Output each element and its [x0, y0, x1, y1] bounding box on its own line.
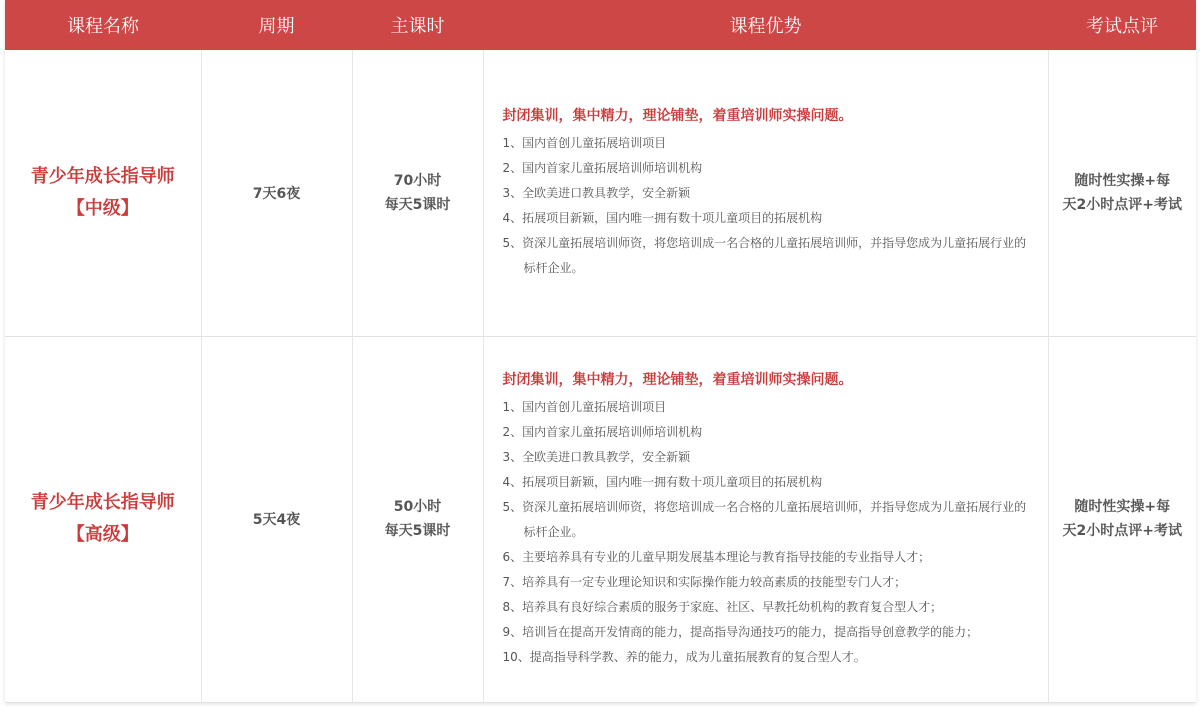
course-name-cell — [5, 336, 201, 702]
hours-cell — [352, 50, 483, 336]
hours-daily: 每天5课时 — [384, 196, 451, 213]
advantage-item: 3、全欧美进口教具教学，安全新颖 — [502, 185, 691, 200]
advantage-item: 1、国内首创儿童拓展培训项目 — [502, 135, 667, 150]
course-name-cell — [5, 50, 201, 336]
hours-total: 70小时 — [393, 172, 442, 189]
hours-daily: 每天5课时 — [384, 523, 451, 539]
advantage-item: 3、全欧美进口教具教学，安全新颖 — [502, 449, 691, 464]
advantage-list — [503, 131, 1028, 281]
exam-cell — [1048, 336, 1196, 702]
exam-line: 随时性实操+每 — [1074, 172, 1171, 189]
course-name: 青少年成长指导师 — [30, 165, 175, 187]
course-level: 【中级】 — [66, 197, 139, 219]
advantage-item: 5、资深儿童拓展培训师资，将您培训成一名合格的儿童拓展培训师，并指导您成为儿童拓展行业的标杆企业。 — [502, 235, 1027, 275]
advantage-item: 4、拓展项目新颖，国内唯一拥有数十项儿童项目的拓展机构 — [502, 210, 823, 225]
advantage-item: 2、国内首家儿童拓展培训师培训机构 — [502, 424, 703, 439]
advantage-item: 7、培养具有一定专业理论知识和实际操作能力较高素质的技能型专门人才； — [502, 574, 907, 589]
course-table-container — [5, 0, 1196, 703]
advantage-list — [503, 395, 1028, 670]
header-course-name: 课程名称 — [5, 0, 201, 50]
advantage-item: 4、拓展项目新颖，国内唯一拥有数十项儿童项目的拓展机构 — [502, 474, 823, 489]
period-cell: 5天4夜 — [201, 336, 352, 702]
advantage-cell — [483, 50, 1048, 336]
table-row — [5, 336, 1196, 702]
header-exam-review: 考试点评 — [1048, 0, 1196, 50]
advantage-item: 1、国内首创儿童拓展培训项目 — [502, 399, 667, 414]
exam-line: 随时性实操+每 — [1074, 499, 1171, 515]
hours-total: 50小时 — [393, 499, 442, 515]
advantage-cell — [483, 336, 1048, 702]
advantage-item: 8、培养具有良好综合素质的服务于家庭、社区、早教托幼机构的教育复合型人才； — [502, 599, 943, 614]
header-main-hours: 主课时 — [352, 0, 483, 50]
hours-cell — [352, 336, 483, 702]
period-cell: 7天6夜 — [201, 50, 352, 336]
advantage-item: 2、国内首家儿童拓展培训师培训机构 — [502, 160, 703, 175]
advantage-item: 6、主要培养具有专业的儿童早期发展基本理论与教育指导技能的专业指导人才； — [502, 549, 931, 564]
exam-line: 天2小时点评+考试 — [1062, 523, 1182, 539]
advantage-item: 10、提高指导科学教、养的能力，成为儿童拓展教育的复合型人才。 — [502, 649, 866, 664]
course-table — [5, 0, 1196, 703]
exam-line: 天2小时点评+考试 — [1062, 196, 1182, 213]
course-name: 青少年成长指导师 — [30, 492, 175, 513]
course-level: 【高级】 — [66, 524, 139, 545]
advantage-lead: 封闭集训，集中精力，理论铺垫，着重培训师实操问题。 — [502, 107, 853, 124]
advantage-lead: 封闭集训，集中精力，理论铺垫，着重培训师实操问题。 — [502, 371, 853, 388]
table-row — [5, 50, 1196, 336]
header-period: 周期 — [201, 0, 352, 50]
exam-cell — [1048, 50, 1196, 336]
advantage-item: 9、培训旨在提高开发情商的能力，提高指导沟通技巧的能力，提高指导创意教学的能力； — [502, 624, 979, 639]
advantage-item: 5、资深儿童拓展培训师资，将您培训成一名合格的儿童拓展培训师，并指导您成为儿童拓展行业的标杆企业。 — [502, 499, 1027, 539]
header-course-advantage: 课程优势 — [483, 0, 1048, 50]
table-header-row — [5, 0, 1196, 50]
